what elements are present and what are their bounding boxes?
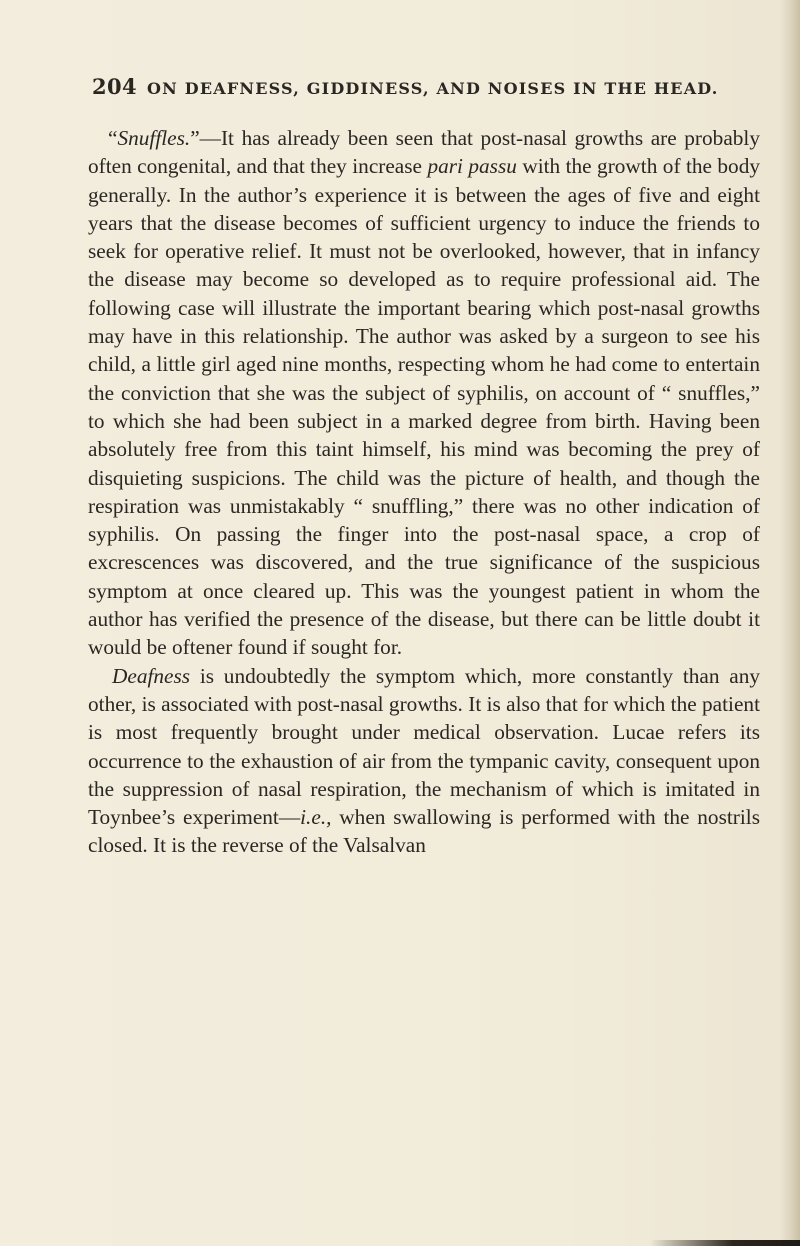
italic-phrase: pari passu (427, 154, 517, 179)
page-corner-mark (650, 1240, 800, 1246)
running-head (92, 74, 732, 99)
page-edge-shadow (780, 0, 800, 1246)
paragraph-deafness (88, 662, 760, 860)
paragraph-text: with the growth of the body generally. In the author’s experience it is between the ages of five and eight years that the disease becomes of sufficient urgency to induce the friends to seek for operative relief. It must not be overlooked, however, that in infancy the disease may become so developed as to require professional aid. The following case will illustrate the important bearing which post-nasal growths may have in this relationship. The author was asked by a surgeon to see his child, a little girl aged nine months, respecting whom he had come to entertain the conviction that she was the subject of syphilis, on account of “ snuffles,” to which she had been subject in a marked degree from birth. Having been absolutely free from this taint himself, his mind was becoming the prey of disquieting suspicions. The child was the picture of health, and though the respiration was unmistakably “ snuffling,” there was no other indication of syphilis. On passing the finger into the post-nasal space, a crop of excrescences was discovered, and the true significance of the suspicious symptom at once cleared up. This was the youngest patient in whom the author has verified the presence of the disease, but there can be little doubt it would be oftener found if sought for. (88, 154, 760, 660)
section-heading-snuffles: Snuffles. (117, 126, 191, 150)
paragraph-text: is undoubtedly the symptom which, more constantly than any other, is associated with post-nasal growths. It is also that for which the patient is most frequently brought under medical observation. Lucae refers its occurrence to the exhaustion of air from the tympanic cavity, consequent upon the suppression of nasal respiration, the mechanism of which is imitated in Toynbee’s experiment— (88, 663, 760, 830)
open-quote: “ (108, 126, 118, 150)
italic-phrase: i.e., (300, 805, 332, 830)
page-body (88, 124, 760, 860)
running-title: ON DEAFNESS, GIDDINESS, AND NOISES IN THE HEAD. (147, 79, 719, 98)
paragraph-text: —It has already been seen that post-nasal growths are probably often congenital, and that they increase (88, 126, 760, 179)
paragraph-text: when swallowing is performed with the nostrils closed. It is the reverse of the Valsalvan (88, 805, 760, 858)
close-quote: ” (190, 126, 200, 150)
section-heading-deafness: Deafness (112, 663, 191, 688)
page-number: 204 (92, 74, 138, 99)
paragraph-snuffles (88, 124, 760, 662)
